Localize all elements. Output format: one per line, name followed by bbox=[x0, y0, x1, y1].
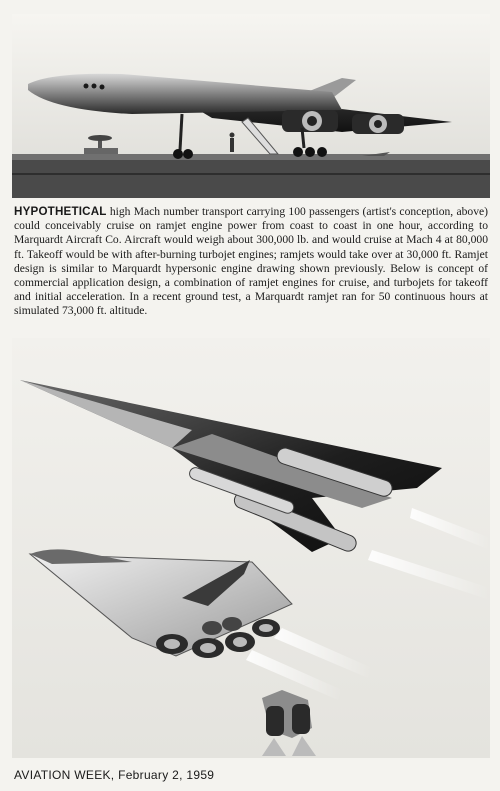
illustration-aircraft-in-flight bbox=[12, 338, 490, 758]
publication-date: February 2, 1959 bbox=[118, 768, 215, 782]
caption-body: high Mach number transport carrying 100 passengers (artist's conception, above) could conceivably cruise on ramjet engine power from coast to coast in one hour, according to Marquardt Aircraft Co. Aircraft would weigh about 300,000 lb. and would cruise at Mach 4 at 80,000 ft. Takeoff would be with after-burning turbojet engines; ramjets would take over at 30,000 ft. Ramjet design is similar to Marquardt hypersonic engine drawing shown previously. Below is concept of commercial application design, a combination of ramjet engines for cruise, and turbojets for takeoff and initial acceleration. In a recent ground test, a Marquardt ramjet ran for 50 continuous hours at simulated 73,000 ft. altitude. bbox=[14, 205, 488, 318]
publication-footer bbox=[14, 768, 214, 782]
caption-lead: HYPOTHETICAL bbox=[14, 205, 107, 218]
illustration-ground-transport bbox=[12, 14, 490, 198]
runway bbox=[12, 154, 490, 198]
publication-name: AVIATION WEEK, bbox=[14, 768, 115, 782]
caption-text bbox=[14, 205, 488, 319]
